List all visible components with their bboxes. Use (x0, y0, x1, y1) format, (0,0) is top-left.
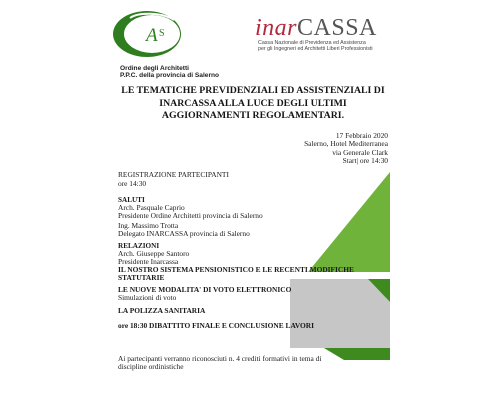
registration-label: REGISTRAZIONE PARTECIPANTI (118, 170, 229, 179)
event-date: 17 Febbraio 2020 (335, 131, 388, 140)
saluti-header: SALUTI (118, 196, 145, 204)
event-title: LE TEMATICHE PREVIDENZIALI ED ASSISTENZIALI DI INARCASSA ALLA LUCE DEGLI ULTIMI AGGIORNAMENTI REGOLAMENTARI. (121, 85, 385, 121)
inarcassa-subtitle-1: Cassa Nazionale di Previdenza ed Assistenza (258, 40, 366, 46)
topic-3: LA POLIZZA SANITARIA (118, 306, 206, 315)
inarcassa-subtitle-2: per gli Ingegneri ed Architetti Liberi Professionisti (258, 46, 373, 53)
logo-initials: A (146, 25, 158, 46)
event-venue (304, 132, 388, 166)
topic-1-line2: STATUTARIE (118, 273, 165, 282)
credits-line2: discipline ordinistiche (118, 362, 184, 371)
saluti-2-name: Ing. Massimo Trotta (118, 221, 179, 230)
registration-time: ore 14:30 (118, 179, 147, 188)
ordine-emblem-icon (100, 10, 190, 62)
event-hotel: Salerno, Hotel Mediterranea (304, 139, 388, 149)
relazioni-header: RELAZIONI (118, 242, 160, 250)
saluti-2-role: Delegato INARCASSA provincia di Salerno (118, 229, 250, 238)
saluti-1-name: Arch. Pasquale Caprio (118, 203, 185, 212)
event-street: via Generale Clark (332, 147, 388, 157)
saluti-1-role: Presidente Ordine Architetti provincia di Salerno (118, 211, 263, 220)
closing-session: ore 18:30 DIBATTITO FINALE E CONCLUSIONE LAVORI (118, 321, 315, 330)
relatore-name: Arch. Giuseppe Santoro (118, 249, 190, 258)
inarcassa-logo (255, 16, 377, 53)
inarcassa-wordmark: inarCASSA (255, 15, 377, 41)
topic-1-line1: IL NOSTRO SISTEMA PENSIONISTICO E LE RECENTI MODIFICHE (118, 265, 354, 274)
org-name-line1: Ordine degli Architetti (120, 65, 189, 72)
topic-2: LE NUOVE MODALITA' DI VOTO ELETTRONICO (118, 285, 292, 294)
topic-2-sub: Simulazioni di voto (118, 293, 177, 302)
ordine-architetti-logo (100, 10, 220, 79)
org-name-line2: P.P.C. della provincia di Salerno (120, 72, 220, 79)
event-start: Start| ore 14:30 (342, 156, 388, 166)
relatore-role: Presidente Inarcassa (118, 257, 179, 266)
credits-line1: Ai partecipanti verranno riconosciuti n. 4 crediti formativi in tema di (118, 354, 322, 363)
svg-text:S: S (159, 28, 165, 39)
